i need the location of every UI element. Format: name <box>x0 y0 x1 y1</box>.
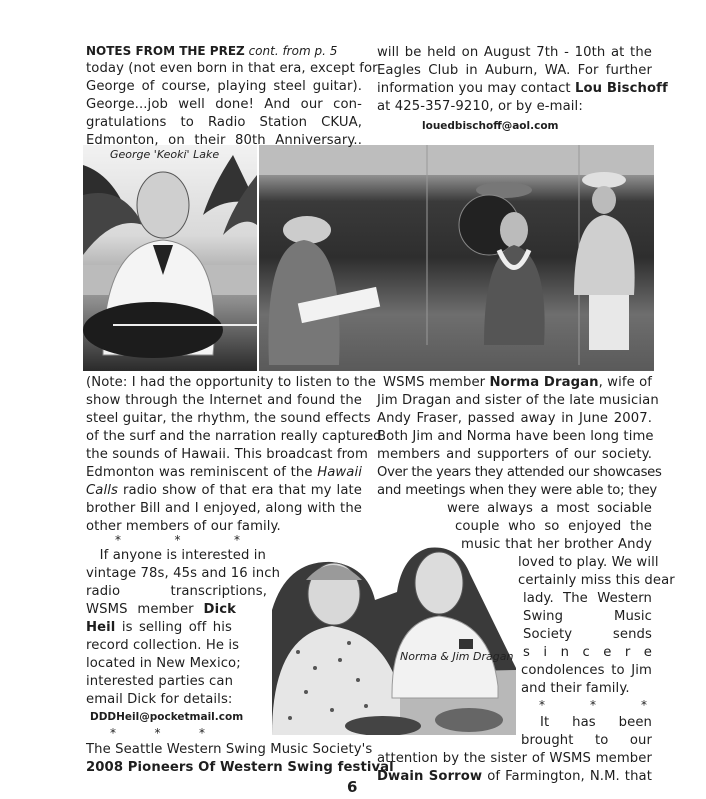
separator-star: * <box>539 698 545 712</box>
person-name: Norma Dragan <box>489 375 599 390</box>
text-line <box>377 80 668 97</box>
text-span: of Farmington, N.M. that <box>482 769 652 784</box>
text-line: George...job well done! And our con- <box>86 97 362 112</box>
section-title: NOTES FROM THE PREZ <box>86 44 245 58</box>
text-line: loved to play. We will <box>518 555 659 570</box>
text-line: members and supporters of our society. <box>377 447 652 462</box>
separator-star: * <box>234 533 240 547</box>
separator-star: * <box>110 726 116 740</box>
text-line: interested parties can <box>86 674 234 689</box>
section-separator <box>110 727 205 739</box>
text-line: email Dick for details: <box>86 692 233 707</box>
section-separator <box>115 534 240 546</box>
text-line: Swing Music <box>523 609 652 624</box>
text-line: at 425-357-9210, or by e-mail: <box>377 99 583 114</box>
text-line: couple who so enjoyed the <box>455 519 652 534</box>
text-span: WSMS member <box>86 602 204 617</box>
contact-email-link[interactable]: louedbischoff@aol.com <box>422 120 559 132</box>
text-line: Over the years they attended our showcases <box>377 465 662 480</box>
photo-george-lake <box>83 145 257 371</box>
separator-star: * <box>174 533 181 547</box>
contact-name: Lou Bischoff <box>575 81 668 96</box>
photo-couple-illustration <box>272 540 516 735</box>
person-name: Dick <box>203 602 236 617</box>
text-line: George of course, playing steel guitar). <box>86 79 362 94</box>
text-span: , wife of <box>598 375 652 390</box>
text-line: brother Bill and I enjoyed, along with the <box>86 501 362 516</box>
separator-star: * <box>590 698 596 712</box>
text-line: steel guitar, the rhythm, the sound effects <box>86 411 371 426</box>
text-line: condolences to Jim <box>521 663 652 678</box>
text-line: Andy Fraser, passed away in June 2007. <box>377 411 652 426</box>
text-line: and their family. <box>521 681 630 696</box>
text-span: is selling off his <box>115 620 232 635</box>
text-line: Jim Dragan and sister of the late musician <box>377 393 659 408</box>
separator-star: * <box>154 726 161 740</box>
photo-george-illustration <box>83 145 257 371</box>
text-line: were always a most sociable <box>447 501 652 516</box>
text-span: radio show of that era that my late <box>118 483 362 498</box>
text-line <box>86 601 236 618</box>
photo-norma-jim-dragan <box>272 540 516 735</box>
text-line: Both Jim and Norma have been long time <box>377 429 654 444</box>
text-line: It has been <box>540 715 652 730</box>
text-line: attention by the sister of WSMS member <box>377 751 652 766</box>
text-line <box>370 374 652 391</box>
text-line <box>86 464 362 481</box>
text-line: of the surf and the narration really captured <box>86 429 382 444</box>
text-line: located in New Mexico; <box>86 656 241 671</box>
text-line: the sounds of Hawaii. This broadcast from <box>86 447 368 462</box>
text-span: WSMS member <box>383 375 490 390</box>
photo-caption-couple: Norma & Jim Dragan <box>400 650 514 663</box>
text-line: (Note: I had the opportunity to listen to the <box>86 375 376 390</box>
festival-name: 2008 Pioneers Of Western Swing festival <box>86 760 394 775</box>
text-line: s i n c e r e <box>523 645 652 660</box>
show-title: Hawaii <box>317 465 362 480</box>
text-line: other members of our family. <box>86 519 281 534</box>
section-separator <box>539 699 647 711</box>
text-line: radio transcriptions, <box>86 584 267 599</box>
photo-caption-george: George 'Keoki' Lake <box>110 148 220 161</box>
person-name: Heil <box>86 620 116 635</box>
text-line: Society sends <box>523 627 652 642</box>
text-line: If anyone is interested in <box>99 548 266 563</box>
text-line <box>377 768 652 785</box>
continued-note: cont. from p. 5 <box>248 44 338 58</box>
text-line: The Seattle Western Swing Music Society's <box>86 742 373 757</box>
text-line: music that her brother Andy <box>461 537 652 552</box>
text-line <box>86 482 362 499</box>
text-line: gratulations to Radio Station CKUA, <box>86 115 362 130</box>
show-title: Calls <box>86 483 118 498</box>
text-line: Edmonton, on their 80th Anniversary.. <box>86 133 362 148</box>
text-line <box>86 619 232 636</box>
text-line: and meetings when they were able to; they <box>377 483 658 498</box>
text-span: Edmonton was reminiscent of the <box>86 465 318 480</box>
person-name: Dwain Sorrow <box>377 769 483 784</box>
separator-star: * <box>199 726 205 740</box>
text-line: Eagles Club in Auburn, WA. For further <box>377 63 652 78</box>
photo-band-performance <box>259 145 654 371</box>
text-line: record collection. He is <box>86 638 240 653</box>
text-line: today (not even born in that era, except for <box>86 61 378 76</box>
section-header <box>86 44 337 58</box>
dick-email-link[interactable]: DDDHeil@pocketmail.com <box>90 711 244 723</box>
photo-band-illustration <box>259 145 654 371</box>
text-line: lady. The Western <box>523 591 652 606</box>
page-number: 6 <box>347 778 358 796</box>
text-line: brought to our <box>521 733 652 748</box>
text-line: vintage 78s, 45s and 16 inch <box>86 566 281 581</box>
text-line: will be held on August 7th - 10th at the <box>377 45 652 60</box>
separator-star: * <box>115 533 121 547</box>
text-line: show through the Internet and found the <box>86 393 362 408</box>
separator-star: * <box>641 698 647 712</box>
text-span: information you may contact <box>377 81 575 96</box>
text-line: certainly miss this dear <box>518 573 675 588</box>
